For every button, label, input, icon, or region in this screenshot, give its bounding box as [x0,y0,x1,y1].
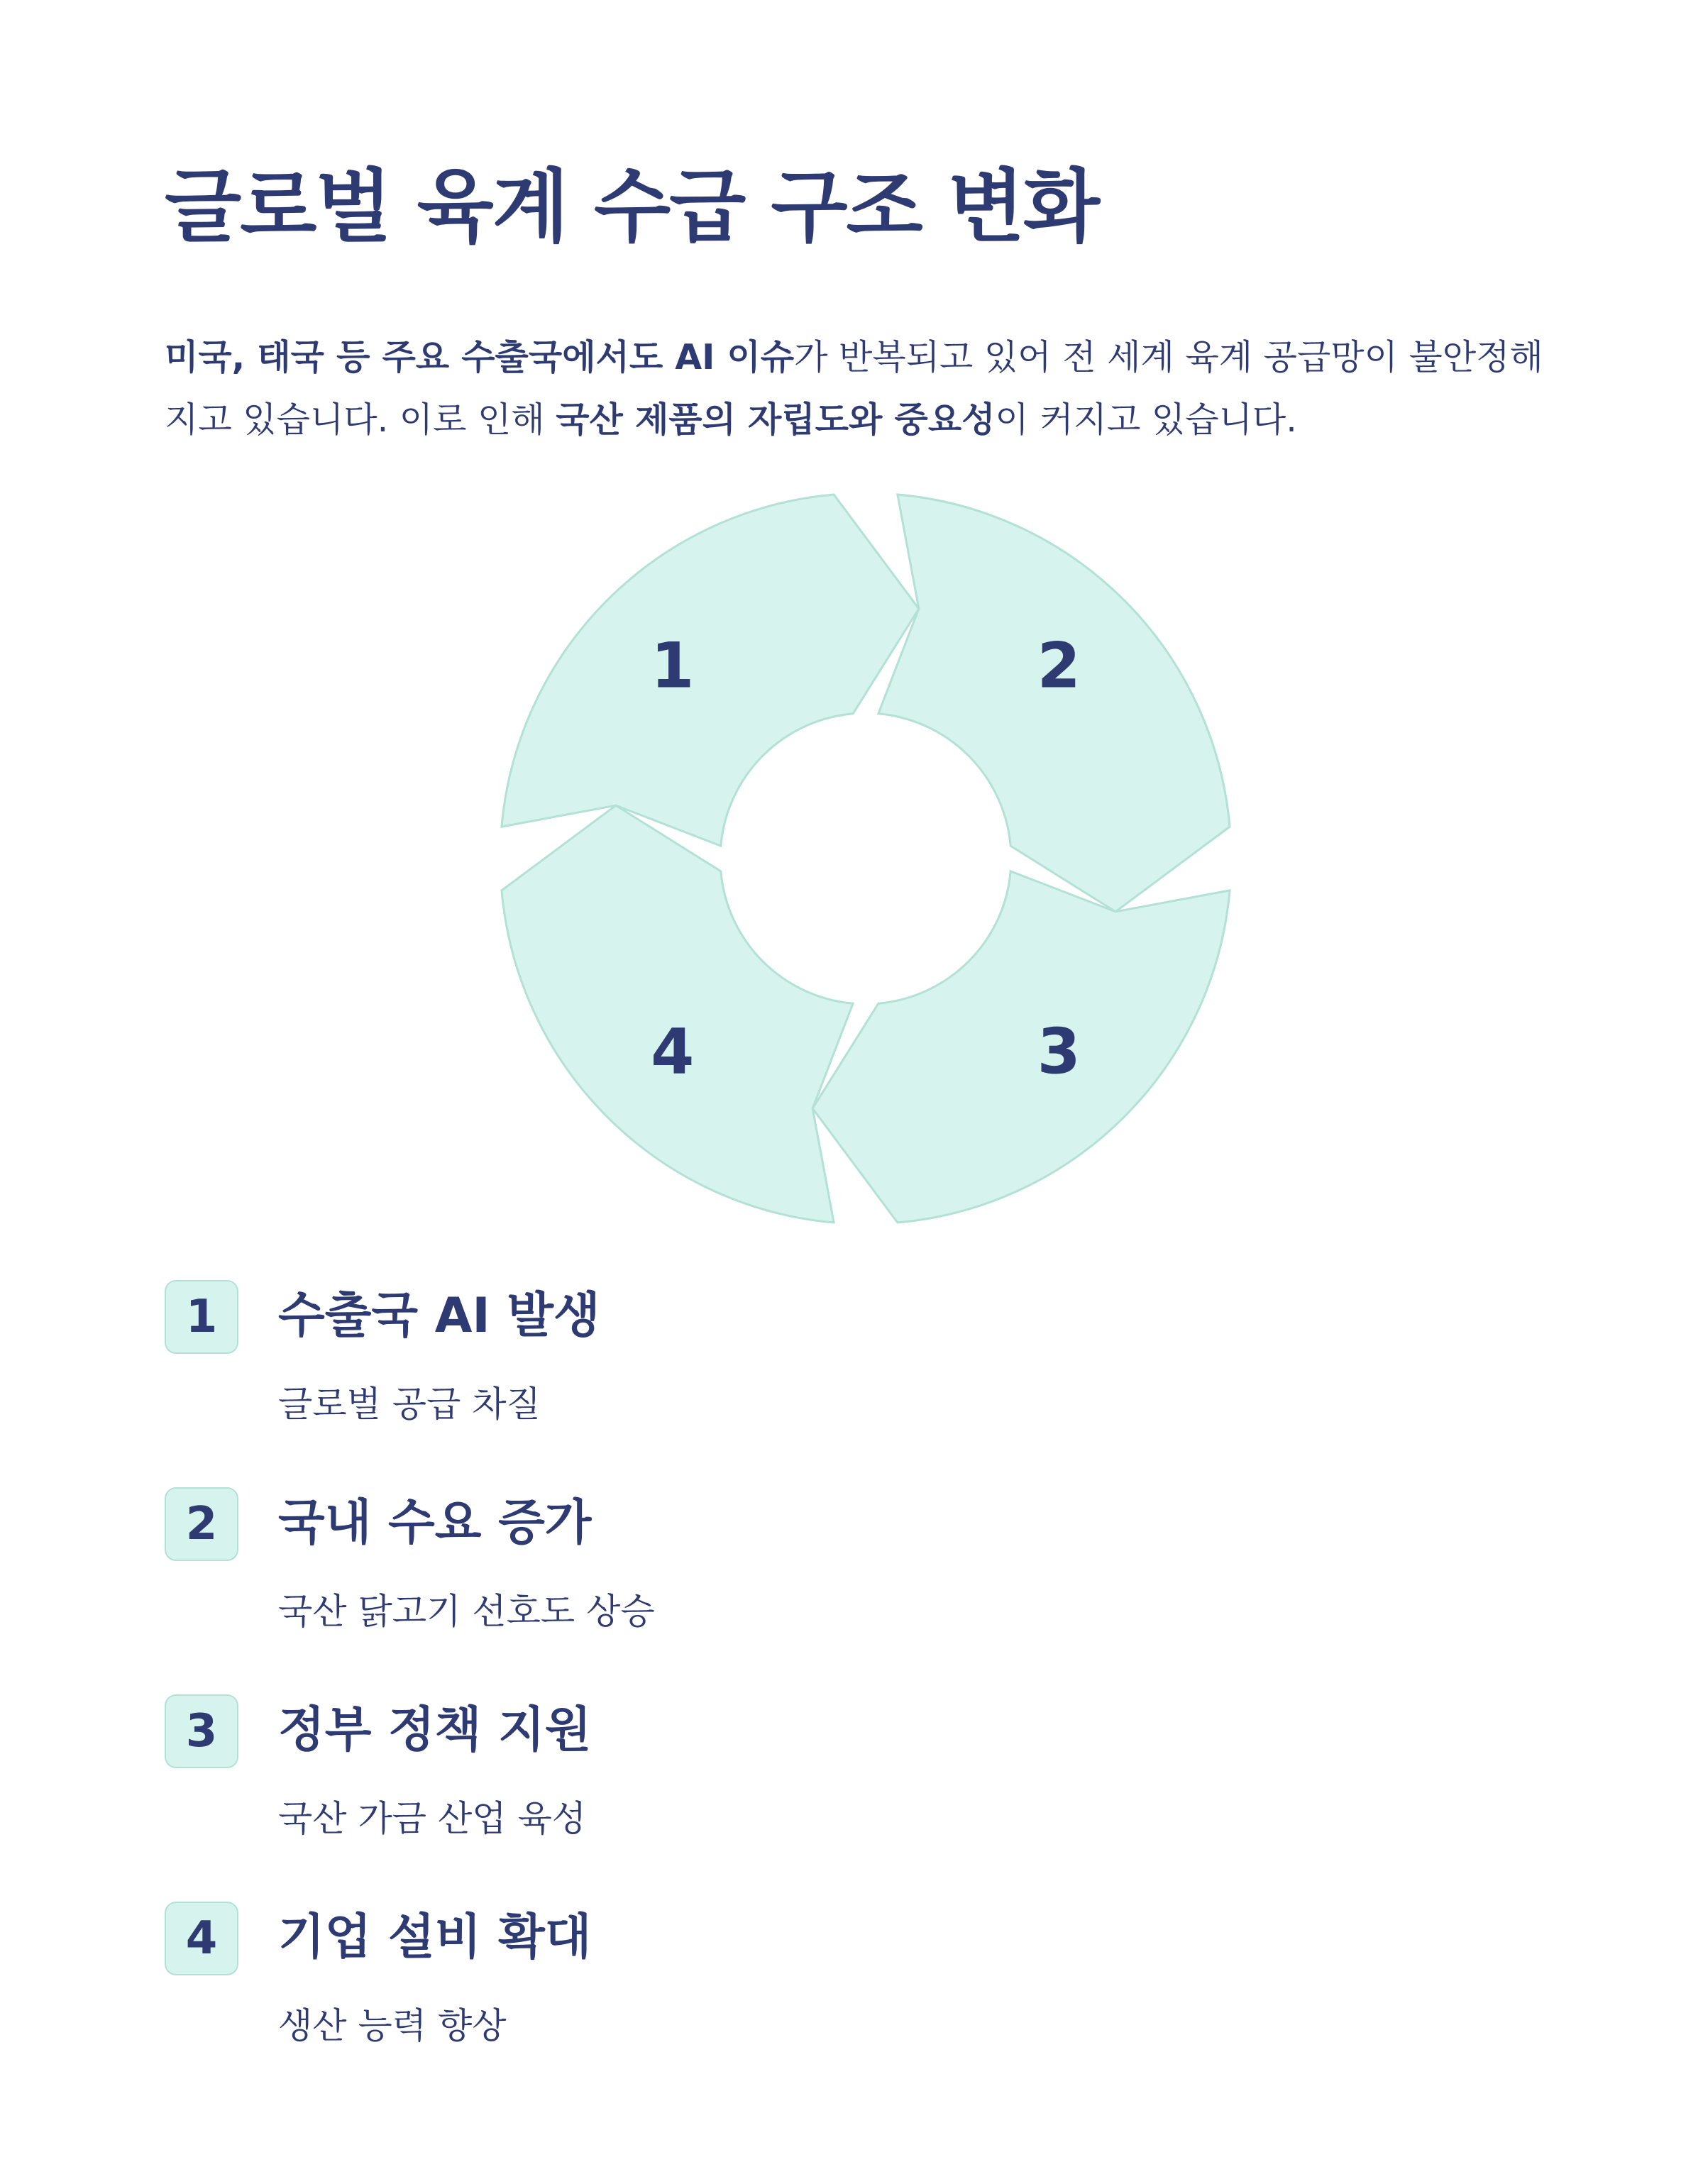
intro-bold-1: 미국, 태국 등 주요 수출국에서도 AI 이슈 [165,337,795,377]
cycle-label-3: 3 [1037,1015,1081,1088]
step-desc-3: 국산 가금 산업 육성 [278,1798,587,1839]
step-badge-1: 1 [165,1280,238,1354]
cycle-segment-2 [878,495,1230,912]
step-item-3 [165,1694,1513,1851]
step-badge-4: 4 [165,1902,238,1975]
intro-paragraph [165,326,1570,451]
step-badge-3: 3 [165,1694,238,1768]
intro-bold-2: 국산 제품의 자립도와 중요성 [556,399,996,440]
cycle-segment-3 [812,871,1230,1223]
intro-text-2: 이 커지고 있습니다. [995,399,1297,440]
cycle-label-1: 1 [651,629,695,702]
step-item-1 [165,1280,1513,1436]
step-badge-2: 2 [165,1487,238,1561]
step-desc-4: 생산 능력 향상 [278,2005,507,2046]
step-title-2: 국내 수요 증가 [278,1495,592,1551]
cycle-diagram [490,482,1242,1235]
cycle-label-4: 4 [651,1015,695,1088]
step-item-2 [165,1487,1513,1643]
intro-text-1: 가 반복되고 있어 전 세계 육계 공급망이 불안정해지고 있습니다. 이로 인해 [165,337,1543,440]
step-title-4: 기업 설비 확대 [278,1909,592,1965]
step-item-4 [165,1902,1513,2058]
step-title-1: 수출국 AI 발생 [278,1288,600,1344]
step-desc-2: 국산 닭고기 선호도 상승 [278,1591,655,1632]
cycle-label-2: 2 [1037,629,1081,702]
page-title: 글로벌 육계 수급 구조 변화 [165,161,1099,253]
step-title-3: 정부 정책 지원 [278,1702,592,1758]
cycle-segment-4 [502,805,853,1223]
cycle-segment-1 [502,495,919,846]
step-desc-1: 글로벌 공급 차질 [278,1384,541,1425]
